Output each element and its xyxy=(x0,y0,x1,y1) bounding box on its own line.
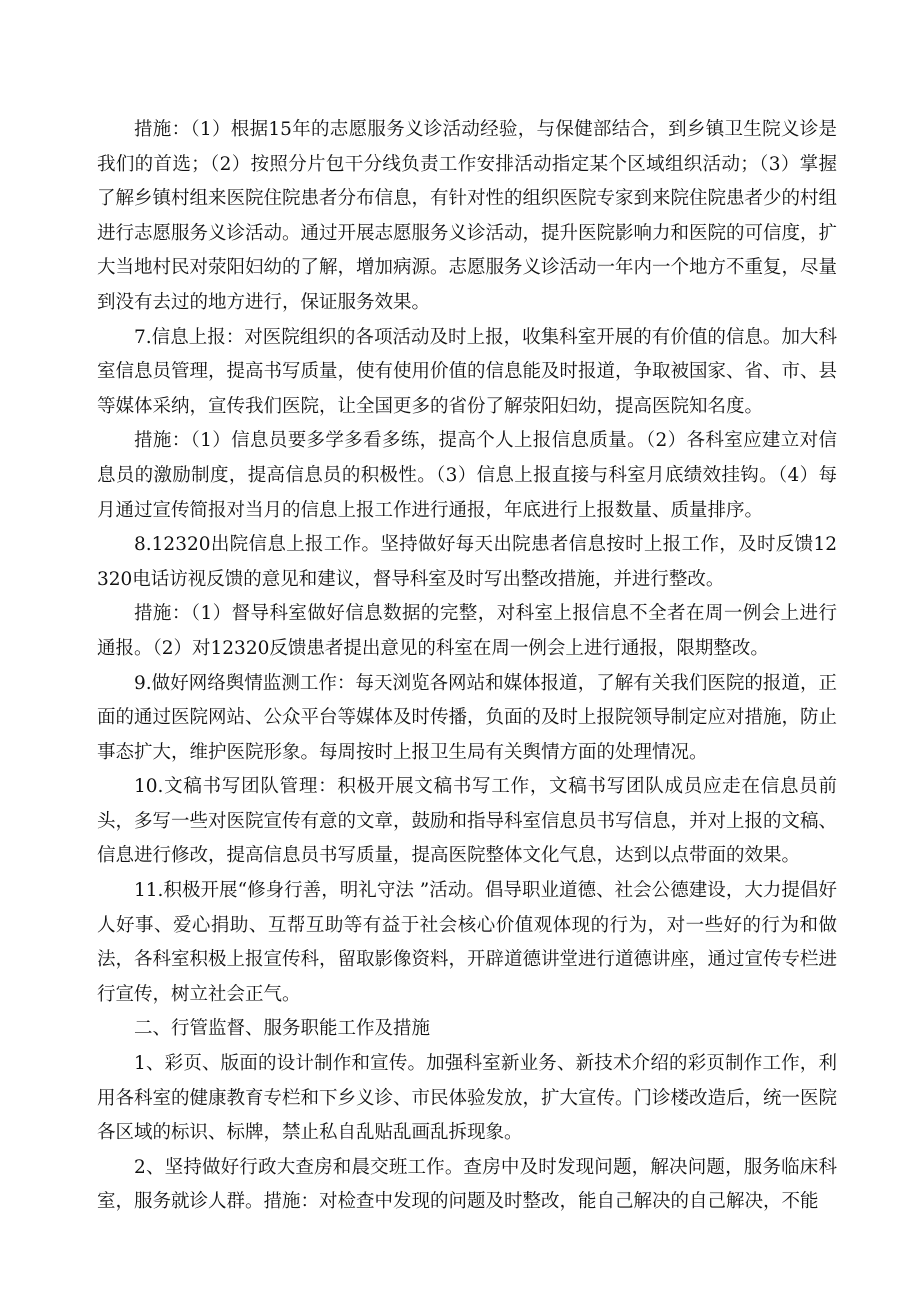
paragraph-item-8-12320-reporting: 8.12320出院信息上报工作。坚持做好每天出院患者信息按时上报工作，及时反馈12320电话访视反馈的意见和建议，督导科室及时写出整改措施，并进行整改。 xyxy=(97,534,837,590)
paragraph-item-7-info-reporting: 7.信息上报：对医院组织的各项活动及时上报，收集科室开展的有价值的信息。加大科室信息员管理，提高书写质量，使有使用价值的信息能及时报道，争取被国家、省、市、县等媒体采纳，宣传我们医院，让全国更多的省份了解荥阳妇幼，提高医院知名度。 xyxy=(97,326,838,417)
section-heading-admin-supervision: 二、行管监督、服务职能工作及措施 xyxy=(134,1018,431,1040)
paragraph-item-2-admin-rounds: 2、坚持做好行政大查房和晨交班工作。查房中及时发现问题，解决问题，服务临床科室，服务就诊人群。措施：对检查中发现的问题及时整改，能自己解决的自己解决，不能 xyxy=(97,1156,837,1213)
document-body xyxy=(97,113,837,1220)
paragraph-item-9-opinion-monitoring: 9.做好网络舆情监测工作：每天浏览各网站和媒体报道，了解有关我们医院的报道，正面的通过医院网站、公众平台等媒体及时传播，负面的及时上报院领导制定应对措施，防止事态扩大，维护医院形象。每周按时上报卫生局有关舆情方面的处理情况。 xyxy=(97,672,838,763)
paragraph-item-10-writing-team: 10.文稿书写团队管理：积极开展文稿书写工作，文稿书写团队成员应走在信息员前头，多写一些对医院宣传有意的文章，鼓励和指导科室信息员书写信息，并对上报的文稿、信息进行修改，提高信息员书写质量，提高医院整体文化气息，达到以点带面的效果。 xyxy=(97,776,838,867)
paragraph-measures-12320: 措施：（1）督导科室做好信息数据的完整，对科室上报信息不全者在周一例会上进行通报。（2）对12320反馈患者提出意见的科室在周一例会上进行通报，限期整改。 xyxy=(97,603,837,659)
paragraph-item-1-brochure-design: 1、彩页、版面的设计制作和宣传。加强科室新业务、新技术介绍的彩页制作工作，利用各科室的健康教育专栏和下乡义诊、市民体验发放，扩大宣传。门诊楼改造后，统一医院各区域的标识、标牌，禁止私自乱贴乱画乱拆现象。 xyxy=(97,1053,838,1144)
paragraph-measures-volunteer-clinic: 措施：（1）根据15年的志愿服务义诊活动经验，与保健部结合，到乡镇卫生院义诊是我们的首选；（2）按照分片包干分线负责工作安排活动指定某个区域组织活动；（3）掌握了解乡镇村组来医院住院患者分布信息，有针对性的组织医院专家到来院住院患者少的村组进行志愿服务义诊活动。通过开展志愿服务义诊活动，提升医院影响力和医院的可信度，扩大当地村民对荥阳妇幼的了解，增加病源。志愿服务义诊活动一年内一个地方不重复，尽量到没有去过的地方进行，保证服务效果。 xyxy=(97,119,838,313)
paragraph-item-11-activity: 11.积极开展“修身行善，明礼守法 ”活动。倡导职业道德、社会公德建设，大力提倡好人好事、爱心捐助、互帮互助等有益于社会核心价值观体现的行为，对一些好的行为和做法，各科室积极上报宣传科，留取影像资料，开辟道德讲堂进行道德讲座，通过宣传专栏进行宣传，树立社会正气。 xyxy=(97,880,838,1005)
paragraph-measures-info-reporting: 措施：（1）信息员要多学多看多练，提高个人上报信息质量。（2）各科室应建立对信息员的激励制度，提高信息员的积极性。（3）信息上报直接与科室月底绩效挂钩。（4）每月通过宣传简报对当月的信息上报工作进行通报，年底进行上报数量、质量排序。 xyxy=(97,430,837,521)
